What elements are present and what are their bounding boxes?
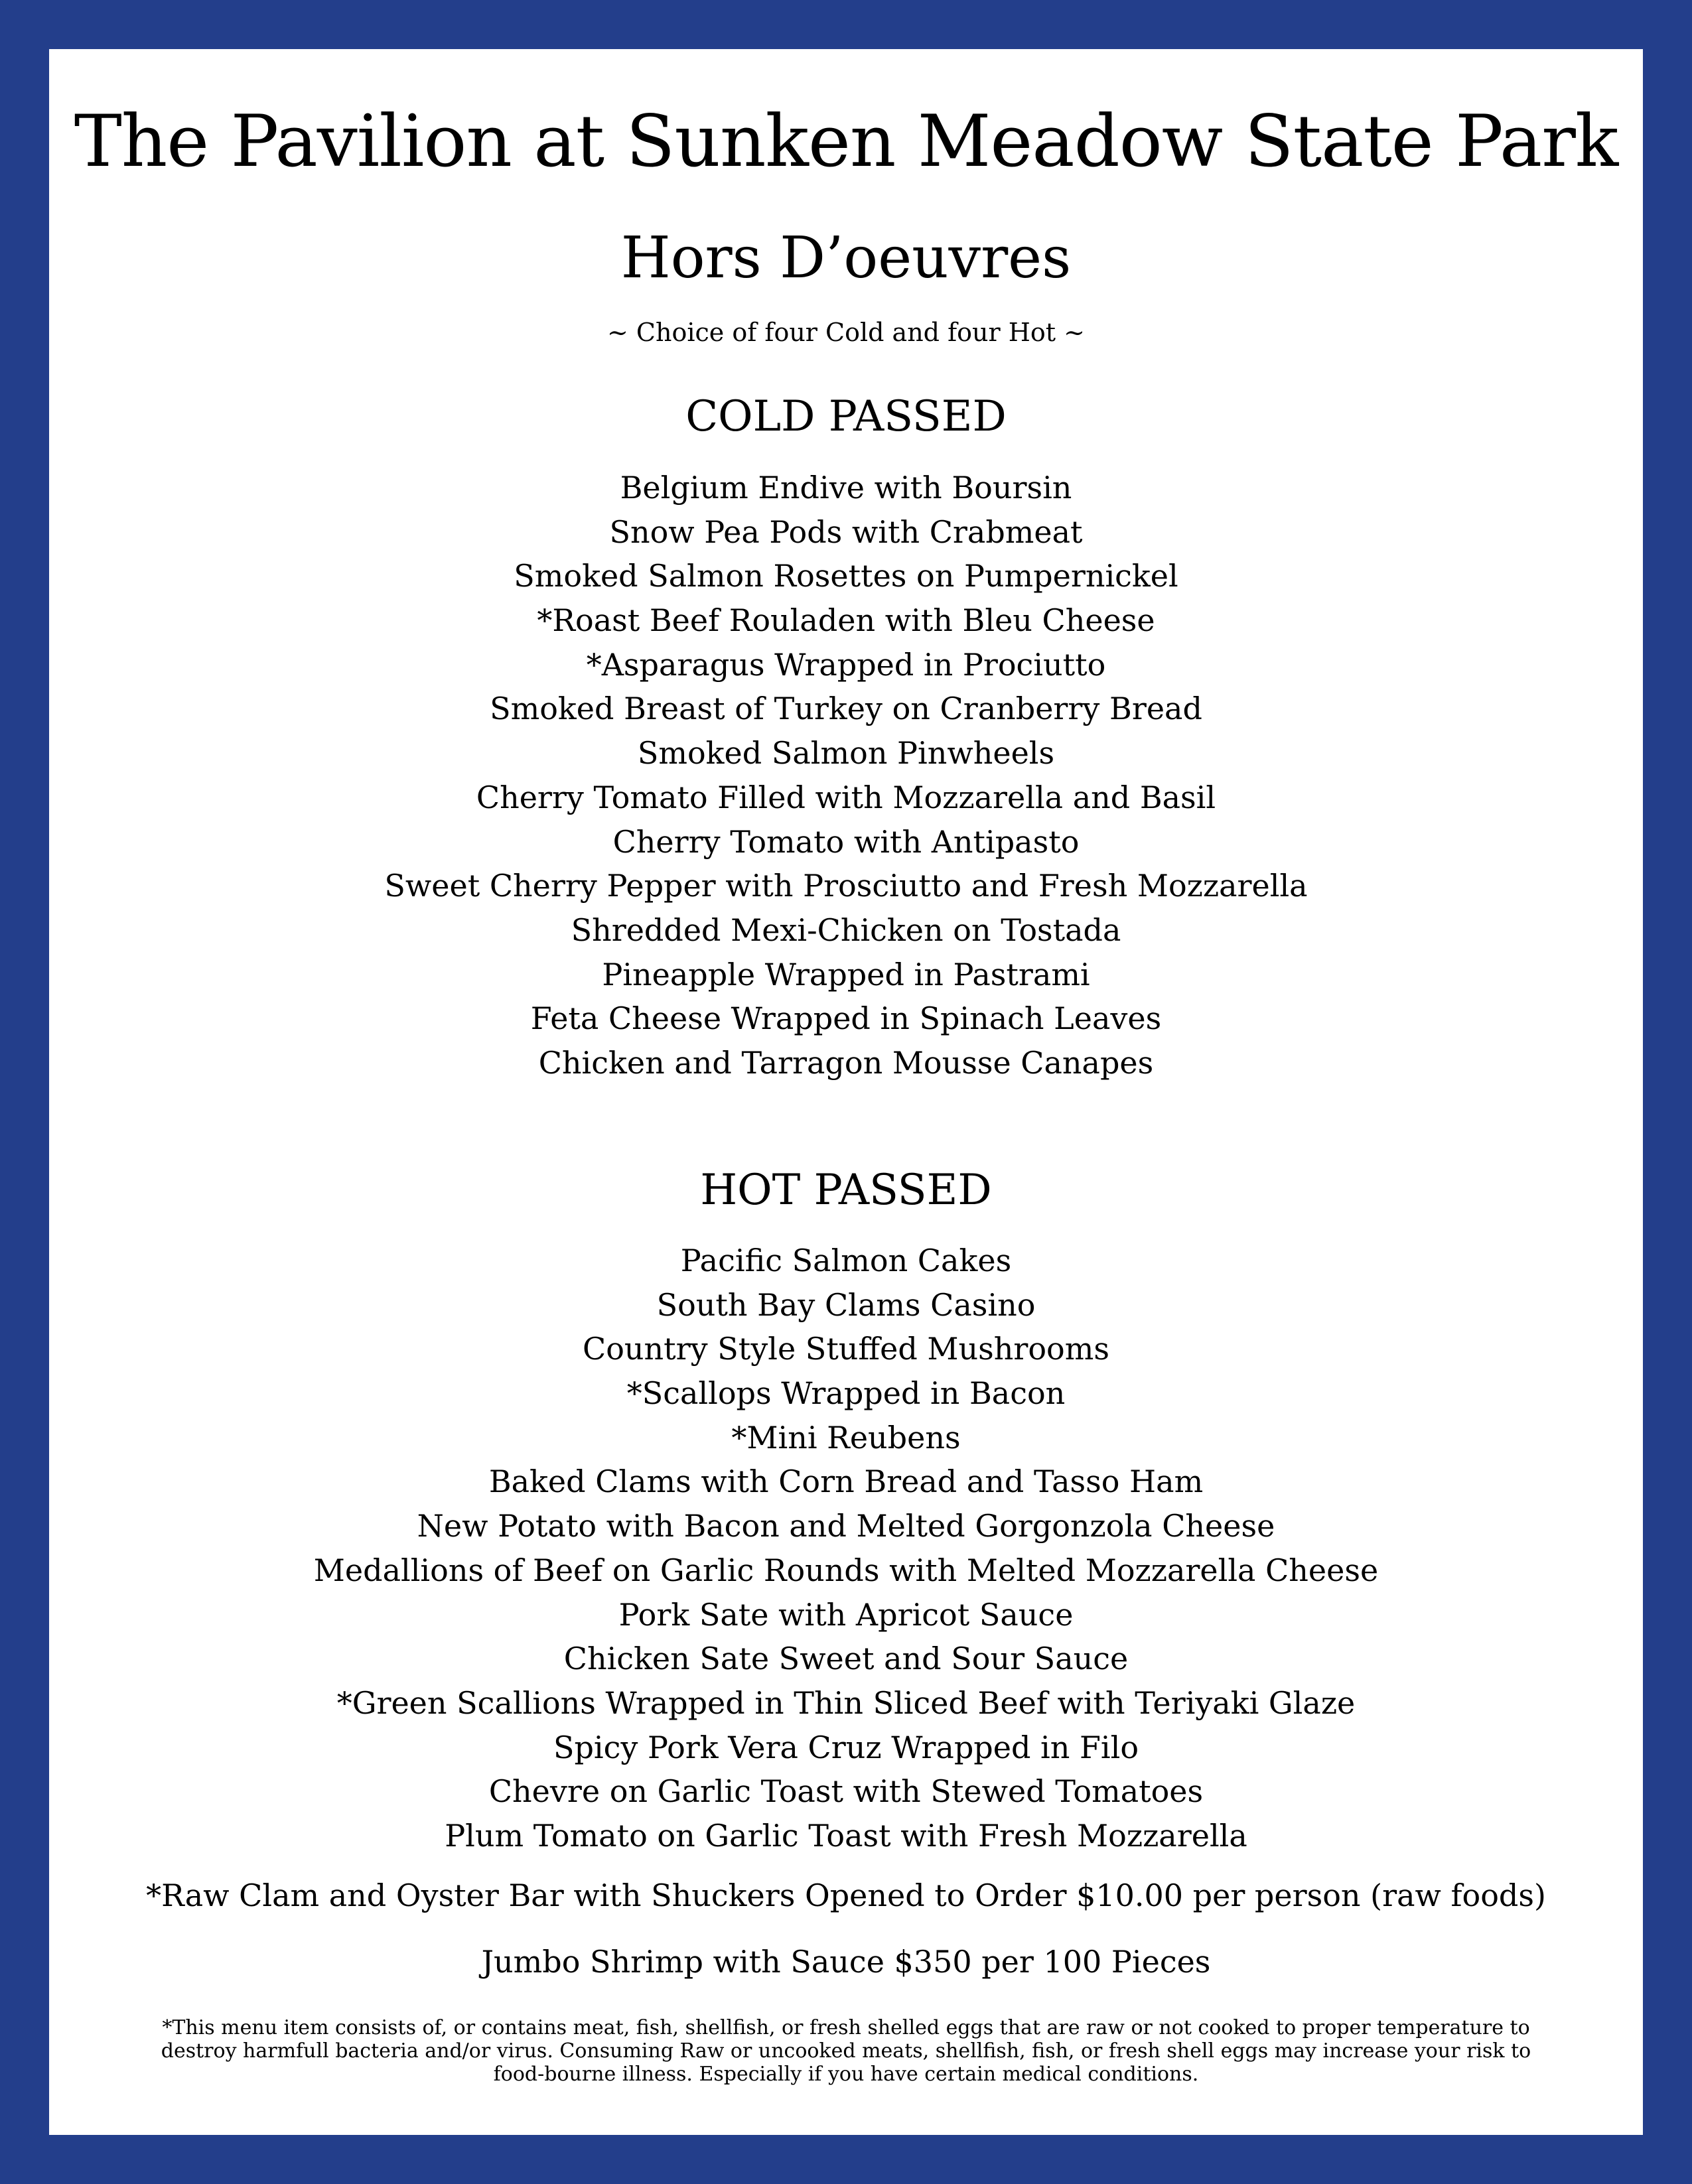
page-title: The Pavilion at Sunken Meadow State Park (74, 100, 1618, 183)
hot-passed-heading: HOT PASSED (700, 1166, 992, 1215)
shrimp-offer: Jumbo Shrimp with Sauce $350 per 100 Pieces (481, 1944, 1211, 1980)
list-item: Baked Clams with Corn Bread and Tasso Ham (488, 1464, 1204, 1500)
list-item: New Potato with Bacon and Melted Gorgonzola Cheese (417, 1508, 1275, 1544)
cold-passed-list (49, 466, 1643, 1085)
hot-passed-list (49, 1239, 1643, 1858)
list-item: Chicken and Tarragon Mousse Canapes (538, 1044, 1154, 1081)
choice-note: ~ Choice of four Cold and four Hot ~ (607, 318, 1085, 347)
cold-passed-heading: COLD PASSED (685, 392, 1007, 441)
list-item: Cherry Tomato with Antipasto (612, 823, 1080, 860)
list-item: Sweet Cherry Pepper with Prosciutto and Fresh Mozzarella (384, 868, 1308, 904)
list-item: Cherry Tomato Filled with Mozzarella and Basil (476, 779, 1216, 815)
list-item: Spicy Pork Vera Cruz Wrapped in Filo (553, 1729, 1139, 1765)
list-item: Shredded Mexi-Chicken on Tostada (571, 912, 1121, 948)
list-item: Medallions of Beef on Garlic Rounds with Melted Mozzarella Cheese (313, 1552, 1379, 1588)
list-item: Pork Sate with Apricot Sauce (618, 1596, 1074, 1633)
list-item: *Scallops Wrapped in Bacon (626, 1375, 1066, 1412)
list-item: Pineapple Wrapped in Pastrami (602, 956, 1090, 992)
list-item: Smoked Salmon Rosettes on Pumpernickel (514, 558, 1178, 594)
list-item: *Asparagus Wrapped in Prociutto (586, 646, 1106, 683)
list-item: Feta Cheese Wrapped in Spinach Leaves (530, 1000, 1162, 1037)
list-item: Chevre on Garlic Toast with Stewed Tomatoes (488, 1773, 1204, 1810)
list-item: Pacific Salmon Cakes (680, 1243, 1012, 1278)
list-item: Plum Tomato on Garlic Toast with Fresh Mozzarella (445, 1817, 1247, 1854)
menu-page (49, 49, 1643, 2135)
list-item: Country Style Stuffed Mushrooms (583, 1331, 1109, 1367)
list-item: Chicken Sate Sweet and Sour Sauce (563, 1641, 1129, 1677)
list-item: Smoked Breast of Turkey on Cranberry Bread (490, 691, 1202, 727)
list-item: Smoked Salmon Pinwheels (637, 735, 1055, 772)
list-item: *Green Scallions Wrapped in Thin Sliced Beef with Teriyaki Glaze (336, 1684, 1356, 1721)
list-item: *Mini Reubens (731, 1419, 961, 1456)
list-item: Snow Pea Pods with Crabmeat (609, 513, 1083, 550)
raw-food-disclaimer: *This menu item consists of, or contains meat, fish, shellfish, or fresh shelled eggs that are raw or not cooked to proper temperature to destroy harmfull bacteria and/or virus. Consuming Raw or uncooked meats, shellfish, fish, or fresh shell eggs may increase your risk to food-bourne illness. Especially if you have certain medical conditions. (161, 2016, 1531, 2086)
list-item: *Roast Beef Rouladen with Bleu Cheese (537, 602, 1155, 639)
raw-bar-offer: *Raw Clam and Oyster Bar with Shuckers Opened to Order $10.00 per person (raw foods) (146, 1877, 1546, 1913)
list-item: Belgium Endive with Boursin (620, 470, 1072, 506)
list-item: South Bay Clams Casino (656, 1286, 1036, 1323)
menu-subtitle: Hors D’oeuvres (620, 225, 1072, 291)
